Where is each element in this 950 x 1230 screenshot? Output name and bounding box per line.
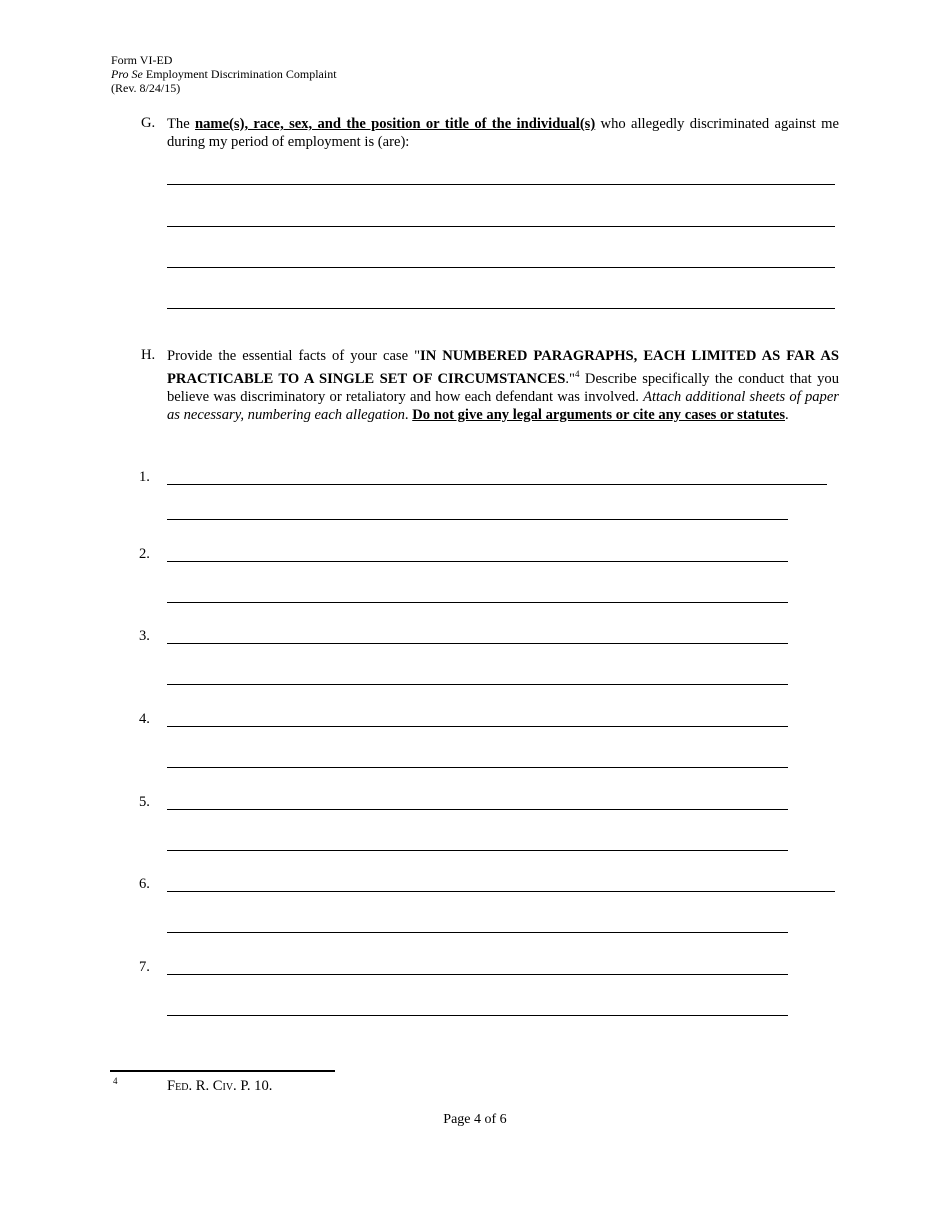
paragraph-number: 7. (139, 959, 150, 975)
section-h-letter: H. (141, 347, 156, 363)
section-g-letter: G. (141, 115, 156, 131)
footnote-separator (110, 1070, 335, 1072)
paragraph-number: 6. (139, 876, 150, 892)
paragraph-number: 2. (139, 546, 150, 562)
answer-line[interactable] (167, 932, 788, 933)
footnote-ref: 4 (574, 369, 580, 379)
answer-line[interactable] (167, 602, 788, 603)
footnote-mark: 4 (113, 1076, 118, 1086)
paragraph-number: 1. (139, 469, 150, 485)
form-id: Form VI-ED (111, 53, 173, 67)
answer-line[interactable] (167, 519, 788, 520)
paragraph-number: 3. (139, 628, 150, 644)
paragraph-number: 4. (139, 711, 150, 727)
form-title: Pro Se Employment Discrimination Complaint (111, 67, 337, 81)
footnote-text: Fed. R. Civ. P. 10. (167, 1078, 273, 1094)
answer-line[interactable] (167, 308, 835, 309)
paragraph-number: 5. (139, 794, 150, 810)
answer-line[interactable] (167, 267, 835, 268)
answer-line[interactable] (167, 767, 788, 768)
answer-line[interactable] (167, 226, 835, 227)
form-header (111, 53, 337, 95)
answer-line[interactable] (167, 684, 788, 685)
answer-line[interactable] (167, 484, 827, 485)
page-number: Page 4 of 6 (443, 1112, 507, 1127)
answer-line[interactable] (167, 809, 788, 810)
answer-line[interactable] (167, 726, 788, 727)
section-h-text: Provide the essential facts of your case "IN NUMBERED PARAGRAPHS, EACH LIMITED AS FAR AS PRACTICABLE TO A SINGLE SET OF CIRCUMSTANCES."$^4$ Describe specifically the conduct that you believe was discriminatory or retaliatory and how each defendant was involved. Attach additional sheets of paper as necessary, numbering each allegation. Do not give any legal arguments or cite any cases or statutes. (167, 348, 839, 423)
answer-line[interactable] (167, 184, 835, 185)
form-revision: (Rev. 8/24/15) (111, 81, 181, 95)
answer-line[interactable] (167, 1015, 788, 1016)
answer-line[interactable] (167, 974, 788, 975)
answer-line[interactable] (167, 561, 788, 562)
section-g-text: The name(s), race, sex, and the position or title of the individual(s) who allegedly discriminated against me during my period of employment is (are): (167, 116, 839, 150)
answer-line[interactable] (167, 850, 788, 851)
answer-line[interactable] (167, 643, 788, 644)
answer-line[interactable] (167, 891, 835, 892)
